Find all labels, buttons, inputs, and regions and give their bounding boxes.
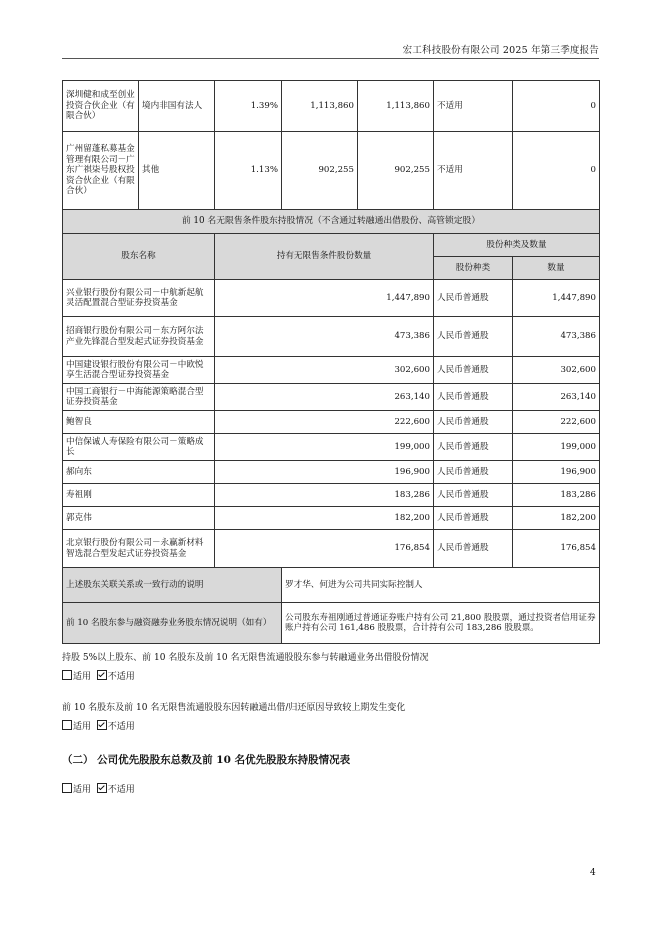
section-title: 前 10 名无限售条件股东持股情况（不含通过转融通出借股份、高管锁定股） [63,210,600,234]
col-holder-name: 股东名称 [63,234,215,280]
holding-ratio-cell: 1.13% [215,132,282,210]
unchecked-checkbox-icon [62,783,72,793]
note-lending-change: 前 10 名股东及前 10 名无限售流通股股东因转融通出借/归还原因导致较上期发生变化 [62,703,406,713]
unrestricted-qty-cell: 199,000 [215,434,434,461]
col-share-type: 股份种类 [434,257,513,280]
holder-nature-cell: 其他 [139,132,215,210]
restricted-shares-cell: 1,113,860 [358,81,434,132]
col-unrestricted-qty: 持有无限售条件股份数量 [215,234,434,280]
table-row [63,434,600,461]
share-count-cell: 176,854 [513,530,600,568]
holder-name-cell: 中信保诚人寿保险有限公司－策略成长 [63,434,215,461]
table-row [63,461,600,484]
unrestricted-qty-cell: 1,447,890 [215,280,434,317]
applicable-label: 适用 [73,672,92,682]
unchecked-checkbox-icon [62,670,72,680]
share-count-cell: 263,140 [513,384,600,411]
table-row [63,280,600,317]
unrestricted-qty-cell: 473,386 [215,317,434,357]
unrestricted-qty-cell: 222,600 [215,411,434,434]
not-applicable-label: 不适用 [107,722,135,732]
share-count-cell: 196,900 [513,461,600,484]
checked-checkbox-icon [97,720,107,730]
report-header: 宏工科技股份有限公司 2025 年第三季度报告 [402,45,599,56]
unrestricted-qty-cell: 196,900 [215,461,434,484]
section-title-row [63,210,600,234]
share-count-cell: 473,386 [513,317,600,357]
preferred-shares-heading: （二） 公司优先股股东总数及前 10 名优先股股东持股情况表 [62,754,351,766]
unrestricted-qty-cell: 176,854 [215,530,434,568]
unchecked-checkbox-icon [62,720,72,730]
table-row [63,357,600,384]
note2-options [62,720,135,733]
col-share-count: 数量 [513,257,600,280]
share-count-cell: 1,447,890 [513,280,600,317]
holder-name-cell: 深圳健和成至创业投资合伙企业（有限合伙） [63,81,139,132]
applicable-label: 适用 [73,722,92,732]
shareholder-table [62,80,600,644]
holder-name-cell: 郝向东 [63,461,215,484]
margin-trading-row [63,603,600,644]
share-type-cell: 人民币普通股 [434,357,513,384]
share-count-cell: 182,200 [513,507,600,530]
table-row [63,530,600,568]
holder-name-cell: 广州留蓬私募基金管理有限公司－广东广祺柒号股权投资合伙企业（有限合伙） [63,132,139,210]
pledge-count-cell: 0 [513,81,600,132]
relation-row [63,568,600,603]
note3-options [62,783,135,796]
restricted-shares-cell: 902,255 [358,132,434,210]
share-count-cell: 183,286 [513,484,600,507]
share-type-cell: 人民币普通股 [434,461,513,484]
checked-checkbox-icon [97,670,107,680]
share-count-cell: 222,600 [513,411,600,434]
relation-value: 罗才华、何进为公司共同实际控制人 [282,568,600,603]
holder-name-cell: 兴业银行股份有限公司－中航新起航灵活配置混合型证券投资基金 [63,280,215,317]
share-count-cell: 199,000 [513,434,600,461]
share-count-cell: 302,600 [513,357,600,384]
unrestricted-qty-cell: 183,286 [215,484,434,507]
page-number: 4 [590,868,596,878]
share-type-cell: 人民币普通股 [434,384,513,411]
unrestricted-qty-cell: 302,600 [215,357,434,384]
not-applicable-label: 不适用 [107,785,135,795]
holder-name-cell: 中国建设银行股份有限公司－中欧悦享生活混合型证券投资基金 [63,357,215,384]
holding-ratio-cell: 1.39% [215,81,282,132]
pledge-status-cell: 不适用 [434,132,513,210]
note1-options [62,670,135,683]
holder-name-cell: 郭克伟 [63,507,215,530]
top-row [63,132,600,210]
holder-name-cell: 鲍智良 [63,411,215,434]
holder-name-cell: 中国工商银行－中海能源策略混合型证券投资基金 [63,384,215,411]
share-type-cell: 人民币普通股 [434,411,513,434]
share-type-cell: 人民币普通股 [434,484,513,507]
margin-trading-label: 前 10 名股东参与融资融券业务股东情况说明（如有） [63,603,282,644]
top-row [63,81,600,132]
share-type-cell: 人民币普通股 [434,317,513,357]
share-type-cell: 人民币普通股 [434,434,513,461]
col-share-type-group: 股份种类及数量 [434,234,600,257]
margin-trading-value: 公司股东寿祖刚通过普通证券账户持有公司 21,800 股股票，通过投资者信用证券账户持有公司 161,486 股股票，合计持有公司 183,286 股股票。 [282,603,600,644]
share-type-cell: 人民币普通股 [434,280,513,317]
applicable-label: 适用 [73,785,92,795]
unrestricted-qty-cell: 182,200 [215,507,434,530]
holder-nature-cell: 境内非国有法人 [139,81,215,132]
holding-shares-cell: 1,113,860 [282,81,358,132]
checked-checkbox-icon [97,783,107,793]
share-type-cell: 人民币普通股 [434,507,513,530]
not-applicable-label: 不适用 [107,672,135,682]
unrestricted-qty-cell: 263,140 [215,384,434,411]
holder-name-cell: 招商银行股份有限公司－东方阿尔法产业先锋混合型发起式证券投资基金 [63,317,215,357]
note-securities-lending: 持股 5%以上股东、前 10 名股东及前 10 名无限售流通股股东参与转融通业务出借股份情况 [62,653,429,663]
table-row [63,484,600,507]
holder-name-cell: 寿祖刚 [63,484,215,507]
table-row [63,317,600,357]
table-row [63,411,600,434]
relation-label: 上述股东关联关系或一致行动的说明 [63,568,282,603]
table-row [63,384,600,411]
share-type-cell: 人民币普通股 [434,530,513,568]
holder-name-cell: 北京银行股份有限公司－永赢新材料智选混合型发起式证券投资基金 [63,530,215,568]
holding-shares-cell: 902,255 [282,132,358,210]
pledge-status-cell: 不适用 [434,81,513,132]
pledge-count-cell: 0 [513,132,600,210]
header-rule [62,58,599,59]
table-row [63,507,600,530]
table-header-row [63,234,600,257]
